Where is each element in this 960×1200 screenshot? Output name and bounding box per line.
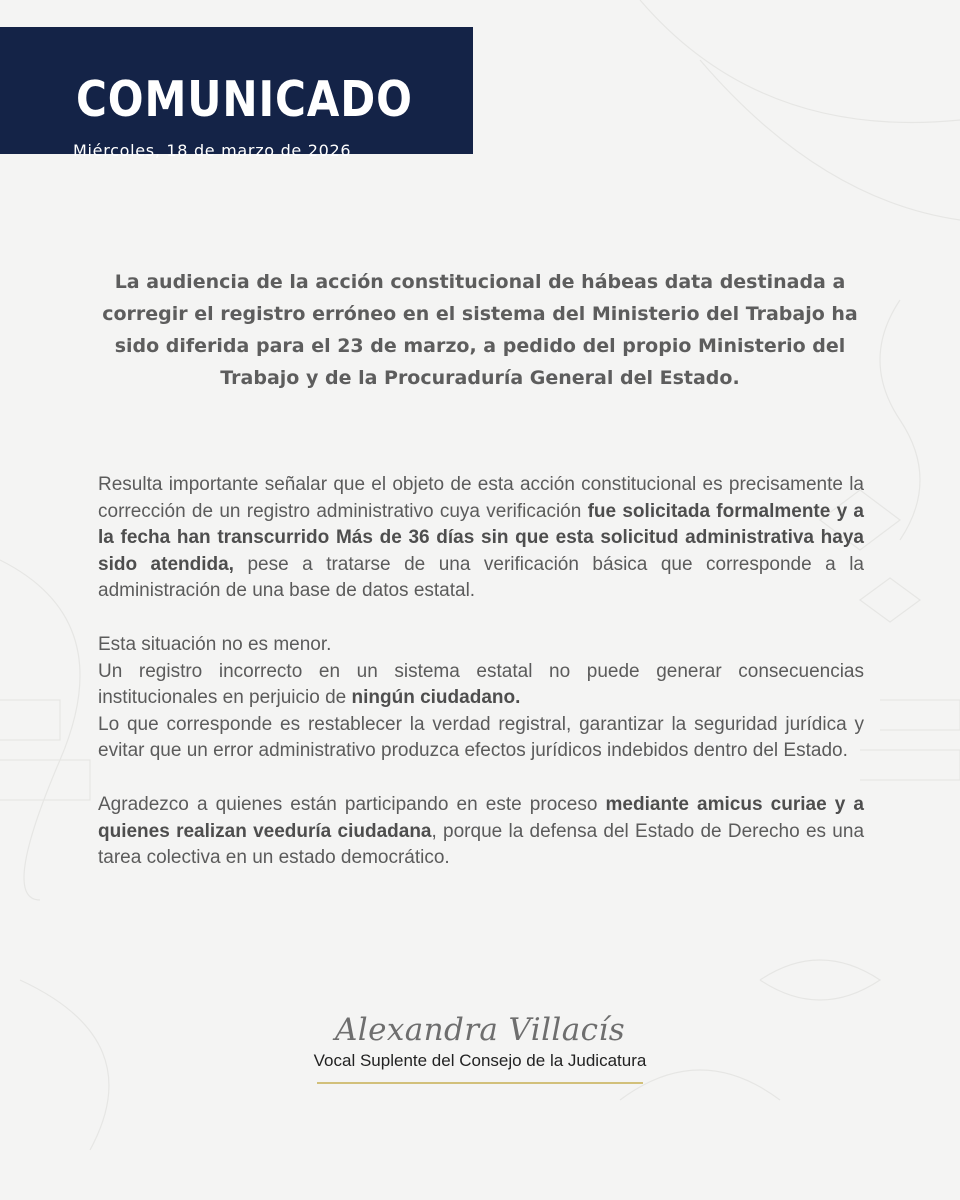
signature-block [240,1010,720,1084]
paragraph-2-line-2-bold: ningún ciudadano. [351,687,521,709]
paragraph-1 [98,472,864,605]
body-text [98,472,864,872]
paragraph-2-line-2-text: Un registro incorrecto en un sistema estatal no puede generar consecuencias institucionales en perjuicio de [98,660,864,709]
header-banner [0,27,473,160]
paragraph-1-bold: fue solicitada formalmente y a la fecha han transcurrido Más de 36 días sin que esta solicitud administrativa haya sido atendida, [98,500,865,575]
page-title: COMUNICADO [76,71,413,128]
paragraph-3 [98,792,864,872]
paragraph-3-text-b: , porque la defensa del Estado de Derecho es una tarea colectiva en un estado democrático. [98,820,865,869]
paragraph-1-text-a: Resulta importante señalar que el objeto de esta acción constitucional es precisamente la corrección de un registro administrativo cuya verificación [98,474,864,522]
paragraph-2-line-2 [98,659,864,712]
paragraph-1-text-b: pese a tratarse de una verificación básica que corresponde a la administración de una base de datos estatal. [98,553,864,602]
signature-role: Vocal Suplente del Consejo de la Judicatura [313,1051,647,1070]
signature-underline [317,1082,643,1084]
lead-paragraph: La audiencia de la acción constitucional de hábeas data destinada a corregir el registro erróneo en el sistema del Ministerio del Trabajo ha sido diferida para el 23 de marzo, a pedido del propio Ministerio del Trabajo y de la Procuraduría General del Estado. [102,271,858,389]
paragraph-3-bold: mediante amicus curiae y a quienes realizan veeduría ciudadana [98,793,865,842]
publication-date: Miércoles, 18 de marzo de 2026 [73,141,352,160]
paragraph-2-line-3: Lo que corresponde es restablecer la verdad registral, garantizar la seguridad jurídica y evitar que un error administrativo produzca efectos jurídicos indebidos dentro del Estado. [98,713,864,762]
signature-name: Alexandra Villacís [334,1012,626,1048]
paragraph-2-line-1: Esta situación no es menor. [98,633,332,655]
paragraph-3-text-a: Agradezco a quienes están participando en este proceso [98,793,606,815]
